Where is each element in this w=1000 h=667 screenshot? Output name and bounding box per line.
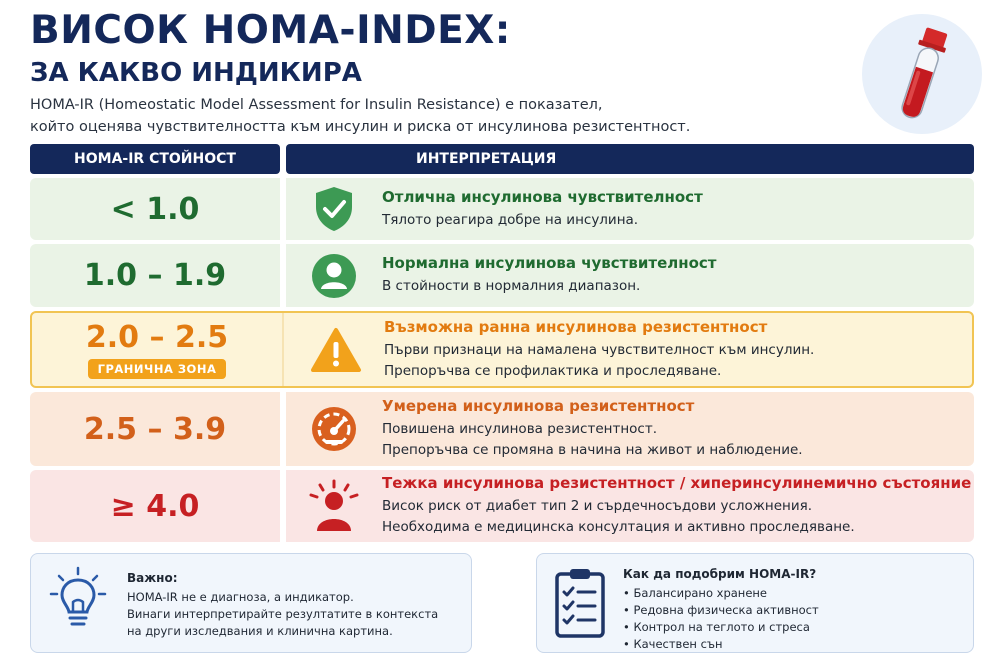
table-row	[30, 392, 974, 466]
row-heading: Възможна ранна инсулинова резистентност	[384, 317, 768, 336]
page-title: ВИСОК HOMA-INDEX:	[30, 8, 511, 53]
improve-tips-box	[536, 553, 974, 653]
clipboard-checklist-icon	[553, 566, 607, 644]
table-row	[30, 244, 974, 307]
important-line-1: HOMA-IR не е диагноза, а индикатор.	[127, 590, 354, 604]
important-line-2: Винаги интерпретирайте резултатите в контекста	[127, 607, 439, 621]
row-description: Повишена инсулинова резистентност.	[382, 421, 657, 437]
row-description: Висок риск от диабет тип 2 и сърдечносъдови усложнения.	[382, 498, 813, 514]
row-heading: Тежка инсулинова резистентност / хиперинсулинемично състояние	[382, 474, 972, 492]
row-description-2: Необходима е медицинска консултация и активно проследяване.	[382, 519, 855, 535]
row-description: В стойности в нормалния диапазон.	[382, 278, 641, 294]
homa-value-text: 2.0 – 2.5	[85, 320, 229, 355]
borderline-zone-badge: ГРАНИЧНА ЗОНА	[88, 359, 227, 379]
blood-tube-icon	[862, 14, 982, 134]
header-value-column: HOMA-IR СТОЙНОСТ	[30, 144, 280, 174]
improve-list	[623, 585, 819, 653]
homa-value	[30, 392, 280, 466]
lightbulb-icon	[47, 564, 109, 648]
gauge-icon	[286, 405, 382, 453]
shield-check-icon	[286, 185, 382, 233]
homa-value-text: 2.5 – 3.9	[83, 411, 227, 447]
homa-value-text: 1.0 – 1.9	[83, 258, 227, 293]
header-interpretation-column: ИНТЕРПРЕТАЦИЯ	[286, 144, 974, 174]
table-row	[30, 178, 974, 240]
row-heading: Умерена инсулинова резистентност	[382, 397, 695, 415]
row-description: Тялото реагира добре на инсулина.	[382, 211, 639, 228]
row-description-2: Препоръчва се промяна в начина на живот и наблюдение.	[382, 442, 803, 458]
homa-value-text: ≥ 4.0	[110, 488, 200, 524]
page-subtitle: ЗА КАКВО ИНДИКИРА	[30, 58, 362, 88]
homa-value	[30, 244, 280, 307]
important-line-3: на други изследвания и клинична картина.	[127, 624, 393, 638]
intro-text	[30, 94, 790, 138]
list-item: • Контрол на теглото и стреса	[623, 620, 810, 634]
list-item: • Качествен сън	[623, 637, 723, 651]
homa-value	[30, 178, 280, 240]
row-description-2: Препоръчва се профилактика и проследяване.	[384, 362, 722, 379]
homa-value	[30, 470, 280, 542]
improve-heading: Как да подобрим HOMA-IR?	[623, 567, 817, 581]
list-item: • Балансирано хранене	[623, 586, 767, 600]
table-row	[30, 311, 974, 388]
row-description: Първи признаци на намалена чувствителност към инсулин.	[384, 341, 815, 358]
row-heading: Нормална инсулинова чувствителност	[382, 254, 717, 272]
warning-triangle-icon	[288, 327, 384, 373]
important-heading: Важно:	[127, 571, 178, 585]
person-alert-icon	[286, 479, 382, 533]
important-note-box	[30, 553, 472, 653]
list-item: • Редовна физическа активност	[623, 603, 819, 617]
intro-line-1: HOMA-IR (Homeostatic Model Assessment for Insulin Resistance) е показател,	[30, 97, 603, 113]
table-row	[30, 470, 974, 542]
homa-value-text: < 1.0	[110, 191, 200, 227]
person-circle-icon	[286, 253, 382, 299]
row-heading: Отлична инсулинова чувствителност	[382, 187, 703, 206]
homa-value	[32, 313, 282, 386]
intro-line-2: който оценява чувствителността към инсулин и риска от инсулинова резистентност.	[30, 119, 691, 135]
